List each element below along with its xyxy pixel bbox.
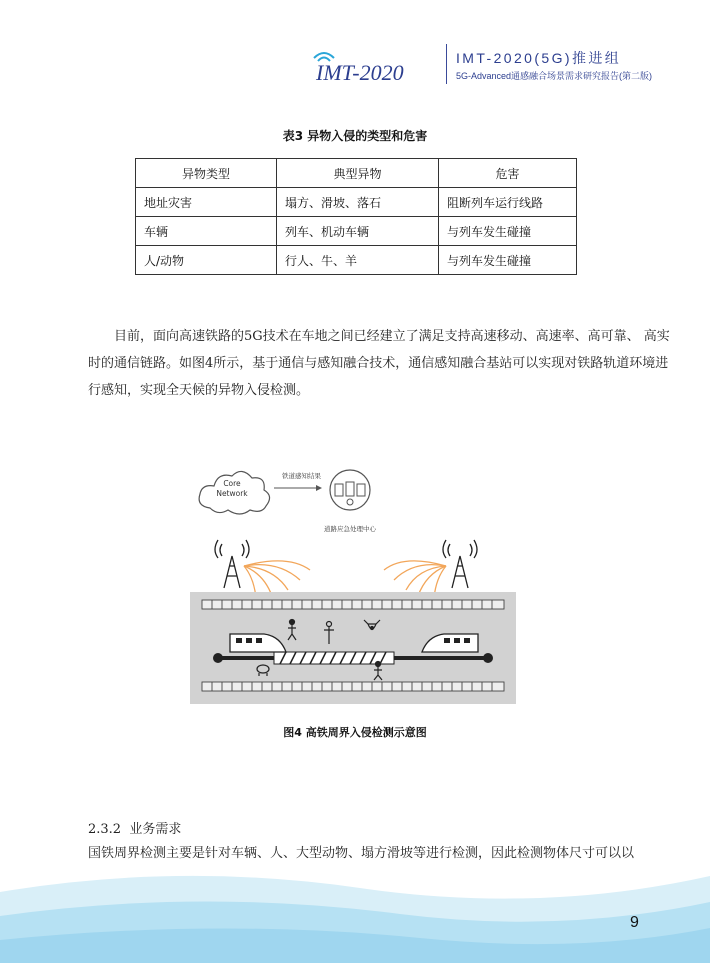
table-row [136,188,577,217]
section-title: 业务需求 [129,822,182,837]
imt2020-logo [308,46,450,86]
core-network-cloud-icon [199,471,269,514]
table-cell: 地址灾害 [136,188,277,217]
table-row [136,246,577,275]
section-heading [88,818,181,837]
track-end-icon [213,653,223,663]
paragraph-line: 目前，面向高速铁路的5G技术在车地之间已经建立了满足支持高速移动、高速率、高可靠、 高实 [114,329,670,344]
paragraph-line: 时的通信链路。如图4所示，基于通信与感知融合技术，通信感知融合基站可以实现对铁路轨道环境进 [88,356,669,371]
column-header: 异物类型 [136,159,277,188]
left-base-station-icon [215,540,249,588]
table-cell: 人/动物 [136,246,277,275]
body-paragraph [88,323,670,404]
rail-intrusion-diagram [188,456,518,708]
center-label: 道路应急处理中心 [324,525,376,533]
paragraph-line: 行感知，实现全天候的异物入侵检测。 [88,383,310,398]
header-subtitle: 5G-Advanced通感融合场景需求研究报告(第二版) [456,71,653,81]
header-divider [446,44,447,84]
header-title: IMT-2020(5G)推进组 [456,50,622,66]
table-cell: 阻断列车运行线路 [439,188,577,217]
top-fence-icon [202,600,504,609]
table-header-row [136,159,577,188]
table-cell: 与列车发生碰撞 [439,217,577,246]
arrow-head-icon [316,485,322,491]
cloud-label: Network [216,489,248,498]
track-end-icon [483,653,493,663]
logo-wordmark: IMT-2020 [316,60,404,85]
table-cell: 塌方、滑坡、落石 [277,188,439,217]
cloud-label: Core [223,479,241,488]
right-base-station-icon [443,540,477,588]
section-body-line: 国铁周界检测主要是针对车辆、人、大型动物、塌方滑坡等进行检测，因此检测物体尺寸可以以 [88,846,635,861]
table-cell: 列车、机动车辆 [277,217,439,246]
footer-wave-decoration [0,862,710,963]
arrow-label: 铁道感知结果 [282,472,321,480]
table-caption: 表3 异物入侵的类型和危害 [282,129,428,143]
table-cell: 车辆 [136,217,277,246]
hazard-table [135,158,577,275]
bottom-fence-icon [202,682,504,691]
column-header: 典型异物 [277,159,439,188]
page-number: 9 [630,914,639,931]
section-number: 2.3.2 [88,822,122,837]
figure-caption: 图4 高铁周界入侵检测示意图 [283,726,427,739]
table-row [136,217,577,246]
column-header: 危害 [439,159,577,188]
control-center-icon [330,470,370,510]
table-cell: 行人、牛、羊 [277,246,439,275]
table-cell: 与列车发生碰撞 [439,246,577,275]
